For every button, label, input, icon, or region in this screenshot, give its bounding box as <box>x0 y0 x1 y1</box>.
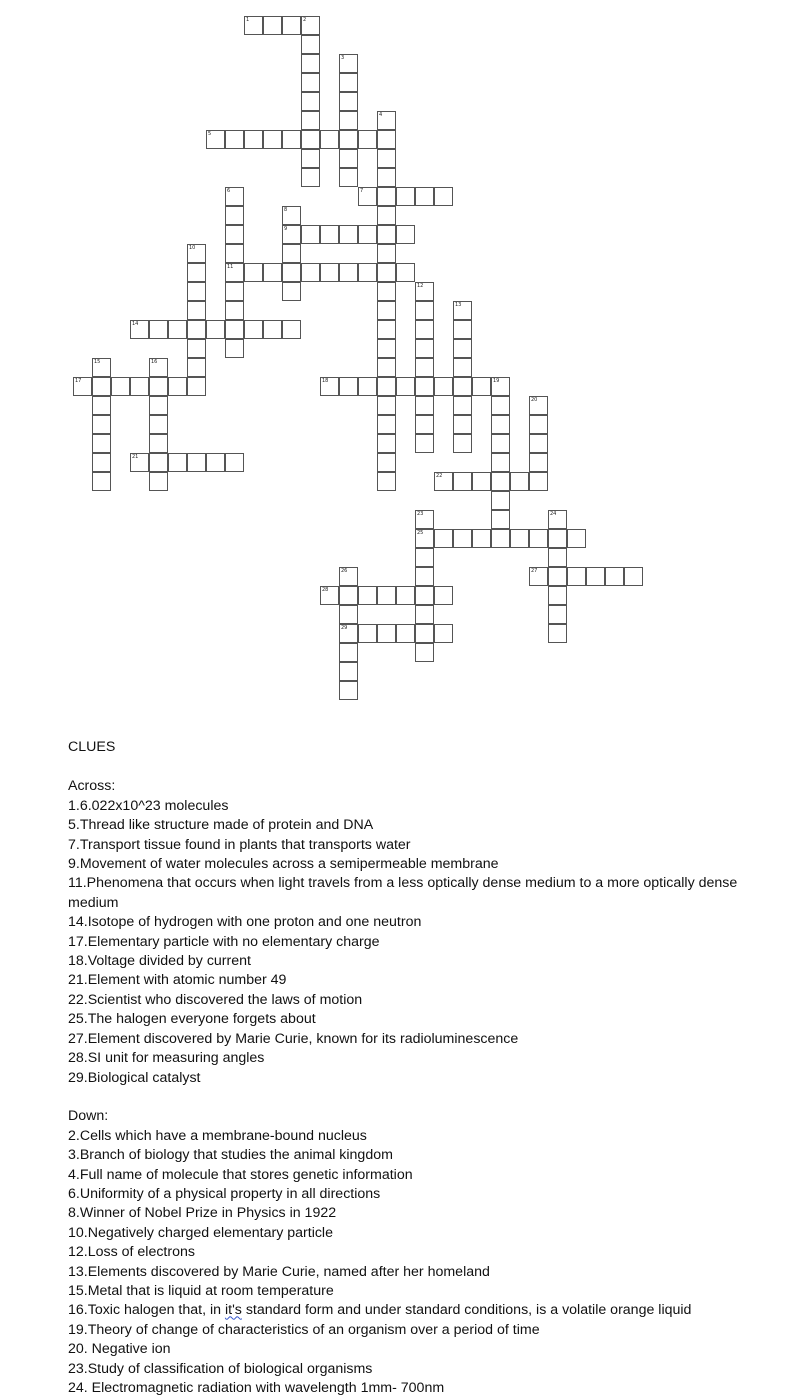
clue-number: 8 <box>284 207 288 213</box>
crossword-cell[interactable] <box>415 377 434 396</box>
crossword-cell[interactable] <box>225 244 244 263</box>
crossword-cell-14[interactable] <box>130 320 149 339</box>
crossword-cell[interactable] <box>415 605 434 624</box>
crossword-cell[interactable] <box>339 643 358 662</box>
across-clue: 27.Element discovered by Marie Curie, known for its radioluminescence <box>68 1030 519 1047</box>
clue-number: 9 <box>284 226 288 232</box>
crossword-cell[interactable] <box>377 187 396 206</box>
crossword-cell[interactable] <box>187 320 206 339</box>
clue-number: 18 <box>322 378 329 384</box>
crossword-cell-19[interactable] <box>491 377 510 396</box>
crossword-cell[interactable] <box>377 206 396 225</box>
clue-number: 28 <box>322 587 329 593</box>
crossword-cell[interactable] <box>491 415 510 434</box>
crossword-cell[interactable] <box>149 396 168 415</box>
crossword-cell[interactable] <box>453 529 472 548</box>
crossword-cell[interactable] <box>396 225 415 244</box>
down-clue: 13.Elements discovered by Marie Curie, named after her homeland <box>68 1263 490 1280</box>
crossword-cell[interactable] <box>605 567 624 586</box>
clue-number: 15 <box>94 359 101 365</box>
crossword-cell[interactable] <box>339 263 358 282</box>
crossword-cell[interactable] <box>377 396 396 415</box>
crossword-cell[interactable] <box>244 130 263 149</box>
crossword-cell[interactable] <box>548 605 567 624</box>
clue-number: 4 <box>379 112 383 118</box>
crossword-cell[interactable] <box>339 168 358 187</box>
crossword-cell-8[interactable] <box>282 206 301 225</box>
crossword-cell-28[interactable] <box>320 586 339 605</box>
crossword-cell[interactable] <box>301 54 320 73</box>
crossword-cell[interactable] <box>187 301 206 320</box>
crossword-cell[interactable] <box>548 624 567 643</box>
crossword-cell[interactable] <box>377 244 396 263</box>
crossword-cell[interactable] <box>396 377 415 396</box>
clue-number: 5 <box>208 131 212 137</box>
crossword-cell[interactable] <box>168 320 187 339</box>
crossword-cell[interactable] <box>529 472 548 491</box>
down-clue: 10.Negatively charged elementary particle <box>68 1224 333 1241</box>
crossword-cell[interactable] <box>491 529 510 548</box>
crossword-cell[interactable] <box>510 529 529 548</box>
crossword-cell[interactable] <box>244 320 263 339</box>
crossword-cell[interactable] <box>453 434 472 453</box>
clue-number: 3 <box>341 55 345 61</box>
across-clue: 9.Movement of water molecules across a semipermeable membrane <box>68 856 499 873</box>
crossword-cell-2[interactable] <box>301 16 320 35</box>
crossword-cell-15[interactable] <box>92 358 111 377</box>
crossword-cell[interactable] <box>377 225 396 244</box>
clue-number: 16 <box>151 359 158 365</box>
crossword-cell[interactable] <box>434 586 453 605</box>
crossword-cell[interactable] <box>453 396 472 415</box>
crossword-cell[interactable] <box>434 624 453 643</box>
crossword-cell[interactable] <box>548 567 567 586</box>
clue-number: 14 <box>132 321 139 327</box>
crossword-cell[interactable] <box>358 263 377 282</box>
crossword-cell[interactable] <box>491 510 510 529</box>
crossword-cell[interactable] <box>586 567 605 586</box>
crossword-cell[interactable] <box>434 529 453 548</box>
crossword-cell-16[interactable] <box>149 358 168 377</box>
crossword-cell[interactable] <box>415 567 434 586</box>
across-clue: 22.Scientist who discovered the laws of motion <box>68 991 363 1008</box>
crossword-cell[interactable] <box>225 339 244 358</box>
down-clue: 3.Branch of biology that studies the animal kingdom <box>68 1147 393 1164</box>
crossword-cell-11[interactable] <box>225 263 244 282</box>
crossword-cell[interactable] <box>415 396 434 415</box>
crossword-cell[interactable] <box>225 453 244 472</box>
crossword-cell[interactable] <box>92 434 111 453</box>
crossword-cell[interactable] <box>453 377 472 396</box>
crossword-cell[interactable] <box>434 377 453 396</box>
crossword-cell[interactable] <box>225 320 244 339</box>
across-clue: 18.Voltage divided by current <box>68 953 251 970</box>
crossword-cell[interactable] <box>282 244 301 263</box>
crossword-cell[interactable] <box>396 586 415 605</box>
crossword-cell[interactable] <box>377 320 396 339</box>
crossword-cell[interactable] <box>225 301 244 320</box>
crossword-cell[interactable] <box>301 73 320 92</box>
crossword-cell[interactable] <box>415 339 434 358</box>
clue-number: 7 <box>360 188 364 194</box>
crossword-cell[interactable] <box>320 263 339 282</box>
crossword-cell[interactable] <box>491 434 510 453</box>
crossword-cell[interactable] <box>301 111 320 130</box>
crossword-cell[interactable] <box>301 92 320 111</box>
clue-number: 22 <box>436 473 443 479</box>
crossword-cell[interactable] <box>548 548 567 567</box>
crossword-cell[interactable] <box>339 681 358 700</box>
crossword-cell[interactable] <box>415 415 434 434</box>
crossword-cell[interactable] <box>187 453 206 472</box>
clue-number: 17 <box>75 378 82 384</box>
down-clue: 8.Winner of Nobel Prize in Physics in 1922 <box>68 1205 337 1222</box>
crossword-cell[interactable] <box>377 377 396 396</box>
crossword-cell[interactable] <box>377 149 396 168</box>
crossword-cell[interactable] <box>168 453 187 472</box>
across-clue: 28.SI unit for measuring angles <box>68 1050 265 1067</box>
down-clue: 12.Loss of electrons <box>68 1244 195 1261</box>
crossword-cell[interactable] <box>358 377 377 396</box>
crossword-cell[interactable] <box>320 225 339 244</box>
crossword-cell[interactable] <box>149 415 168 434</box>
crossword-cell[interactable] <box>206 320 225 339</box>
across-clue: 7.Transport tissue found in plants that transports water <box>68 836 411 853</box>
crossword-cell-20[interactable] <box>529 396 548 415</box>
crossword-cell[interactable] <box>301 263 320 282</box>
crossword-cell[interactable] <box>396 624 415 643</box>
crossword-cell-6[interactable] <box>225 187 244 206</box>
crossword-cell[interactable] <box>567 567 586 586</box>
crossword-cell[interactable] <box>491 491 510 510</box>
clue-number: 11 <box>227 264 234 270</box>
crossword-cell[interactable] <box>282 320 301 339</box>
across-clue: 25.The halogen everyone forgets about <box>68 1011 316 1028</box>
crossword-cell[interactable] <box>339 662 358 681</box>
crossword-cell-1[interactable] <box>244 16 263 35</box>
crossword-cell[interactable] <box>358 225 377 244</box>
clue-number: 10 <box>189 245 196 251</box>
crossword-cell[interactable] <box>434 187 453 206</box>
down-clue: 20. Negative ion <box>68 1341 171 1358</box>
crossword-cell[interactable] <box>453 472 472 491</box>
crossword-cell-5[interactable] <box>206 130 225 149</box>
crossword-cell-29[interactable] <box>339 624 358 643</box>
clue-number: 13 <box>455 302 462 308</box>
crossword-cell[interactable] <box>472 472 491 491</box>
crossword-cell[interactable] <box>339 92 358 111</box>
crossword-cell[interactable] <box>263 130 282 149</box>
crossword-cell[interactable] <box>415 586 434 605</box>
crossword-cell[interactable] <box>149 453 168 472</box>
crossword-cell[interactable] <box>529 453 548 472</box>
crossword-cell-22[interactable] <box>434 472 453 491</box>
clue-number: 26 <box>341 568 348 574</box>
clue-number: 23 <box>417 511 424 517</box>
crossword-cell[interactable] <box>396 187 415 206</box>
down-label: Down: <box>68 1108 109 1125</box>
crossword-cell[interactable] <box>567 529 586 548</box>
crossword-cell[interactable] <box>377 472 396 491</box>
crossword-cell[interactable] <box>149 472 168 491</box>
clue-number: 6 <box>227 188 231 194</box>
crossword-cell[interactable] <box>92 415 111 434</box>
crossword-cell[interactable] <box>491 396 510 415</box>
crossword-cell-27[interactable] <box>529 567 548 586</box>
clues-heading: CLUES <box>68 739 116 755</box>
crossword-cell[interactable] <box>339 149 358 168</box>
crossword-cell[interactable] <box>130 377 149 396</box>
crossword-cell[interactable] <box>624 567 643 586</box>
crossword-cell[interactable] <box>453 358 472 377</box>
crossword-cell[interactable] <box>149 377 168 396</box>
crossword-cell[interactable] <box>187 339 206 358</box>
clue-number: 25 <box>417 530 424 536</box>
crossword-cell[interactable] <box>548 586 567 605</box>
crossword-cell[interactable] <box>510 472 529 491</box>
across-clue: 21.Element with atomic number 49 <box>68 972 287 989</box>
crossword-cell[interactable] <box>187 358 206 377</box>
crossword-cell[interactable] <box>301 130 320 149</box>
crossword-cell[interactable] <box>282 263 301 282</box>
crossword-cell[interactable] <box>415 624 434 643</box>
crossword-cell[interactable] <box>453 339 472 358</box>
crossword-cell-9[interactable] <box>282 225 301 244</box>
crossword-cell[interactable] <box>453 320 472 339</box>
clue-number: 12 <box>417 283 424 289</box>
down-clue: 24. Electromagnetic radiation with wavelength 1mm- 700nm <box>68 1379 445 1396</box>
crossword-cell[interactable] <box>377 434 396 453</box>
crossword-cell[interactable] <box>187 263 206 282</box>
crossword-cell-13[interactable] <box>453 301 472 320</box>
crossword-cell-18[interactable] <box>320 377 339 396</box>
crossword-cell[interactable] <box>548 529 567 548</box>
crossword-cell[interactable] <box>377 358 396 377</box>
crossword-cell[interactable] <box>263 263 282 282</box>
crossword-cell[interactable] <box>415 358 434 377</box>
crossword-cell[interactable] <box>301 35 320 54</box>
crossword-cell[interactable] <box>358 624 377 643</box>
down-clue: 6.Uniformity of a physical property in all directions <box>68 1185 381 1202</box>
across-clue: 14.Isotope of hydrogen with one proton and one neutron <box>68 914 422 931</box>
clue-number: 29 <box>341 625 348 631</box>
crossword-cell[interactable] <box>377 168 396 187</box>
crossword-cell[interactable] <box>301 225 320 244</box>
crossword-cell[interactable] <box>529 434 548 453</box>
across-label: Across: <box>68 778 116 795</box>
crossword-cell[interactable] <box>282 282 301 301</box>
across-clue: 5.Thread like structure made of protein and DNA <box>68 817 374 834</box>
crossword-cell[interactable] <box>377 624 396 643</box>
crossword-cell-4[interactable] <box>377 111 396 130</box>
down-clue: 16.Toxic halogen that, in it's standard form and under standard conditions, is a volatile orange liquid <box>68 1302 692 1319</box>
crossword-cell-21[interactable] <box>130 453 149 472</box>
crossword-cell[interactable] <box>491 453 510 472</box>
across-clue: 11.Phenomena that occurs when light travels from a less optically dense medium to a more optically dense medium <box>68 875 738 911</box>
crossword-cell[interactable] <box>377 282 396 301</box>
crossword-cell[interactable] <box>472 377 491 396</box>
clue-number: 20 <box>531 397 538 403</box>
crossword-cell[interactable] <box>225 282 244 301</box>
clue-number: 21 <box>132 454 139 460</box>
crossword-cell[interactable] <box>415 434 434 453</box>
crossword-cell[interactable] <box>339 130 358 149</box>
across-clue: 17.Elementary particle with no elementary charge <box>68 933 380 950</box>
crossword-cell[interactable] <box>187 282 206 301</box>
crossword-cell[interactable] <box>92 472 111 491</box>
across-clue: 1.6.022x10^23 molecules <box>68 797 229 814</box>
crossword-cell[interactable] <box>377 339 396 358</box>
down-clue: 15.Metal that is liquid at room temperature <box>68 1282 334 1299</box>
crossword-cell[interactable] <box>415 320 434 339</box>
crossword-cell[interactable] <box>415 187 434 206</box>
crossword-cell[interactable] <box>187 377 206 396</box>
clue-number: 24 <box>550 511 557 517</box>
crossword-cell[interactable] <box>111 377 130 396</box>
crossword-cell[interactable] <box>225 225 244 244</box>
crossword-cell[interactable] <box>92 453 111 472</box>
down-clue: 23.Study of classification of biological organisms <box>68 1360 373 1377</box>
crossword-cell[interactable] <box>149 320 168 339</box>
crossword-cell[interactable] <box>263 16 282 35</box>
crossword-cell[interactable] <box>301 168 320 187</box>
crossword-cell[interactable] <box>472 529 491 548</box>
crossword-cell[interactable] <box>320 130 339 149</box>
across-clue: 29.Biological catalyst <box>68 1069 201 1086</box>
crossword-cell-12[interactable] <box>415 282 434 301</box>
crossword-cell[interactable] <box>225 130 244 149</box>
crossword-cell-17[interactable] <box>73 377 92 396</box>
clue-number: 19 <box>493 378 500 384</box>
crossword-cell[interactable] <box>377 263 396 282</box>
crossword-cell[interactable] <box>415 548 434 567</box>
crossword-cell[interactable] <box>358 586 377 605</box>
crossword-cell[interactable] <box>415 643 434 662</box>
down-clue: 4.Full name of molecule that stores genetic information <box>68 1166 413 1183</box>
crossword-cell[interactable] <box>415 301 434 320</box>
crossword-cell[interactable] <box>339 111 358 130</box>
crossword-cell[interactable] <box>206 453 225 472</box>
crossword-cell[interactable] <box>92 377 111 396</box>
crossword-cell-26[interactable] <box>339 567 358 586</box>
crossword-cell-24[interactable] <box>548 510 567 529</box>
crossword-cell-3[interactable] <box>339 54 358 73</box>
crossword-cell[interactable] <box>358 130 377 149</box>
crossword-cell[interactable] <box>339 586 358 605</box>
crossword-cell[interactable] <box>339 73 358 92</box>
crossword-cell[interactable] <box>339 225 358 244</box>
crossword-cell[interactable] <box>263 320 282 339</box>
crossword-cell[interactable] <box>529 529 548 548</box>
crossword-cell[interactable] <box>396 263 415 282</box>
crossword-cell-7[interactable] <box>358 187 377 206</box>
crossword-cell[interactable] <box>339 377 358 396</box>
crossword-cell[interactable] <box>301 149 320 168</box>
crossword-cell[interactable] <box>529 415 548 434</box>
crossword-cell[interactable] <box>282 16 301 35</box>
crossword-cell[interactable] <box>377 130 396 149</box>
down-clue: 2.Cells which have a membrane-bound nucleus <box>68 1127 367 1144</box>
crossword-cell-25[interactable] <box>415 529 434 548</box>
crossword-cell[interactable] <box>225 206 244 225</box>
crossword-cell[interactable] <box>377 301 396 320</box>
crossword-cell[interactable] <box>377 453 396 472</box>
crossword-cell[interactable] <box>377 415 396 434</box>
clue-number: 27 <box>531 568 538 574</box>
clue-number: 2 <box>303 17 307 23</box>
crossword-cell-10[interactable] <box>187 244 206 263</box>
clues-section <box>68 738 768 1398</box>
crossword-cell[interactable] <box>453 415 472 434</box>
crossword-cell[interactable] <box>168 377 187 396</box>
across-clue-list <box>68 797 768 1088</box>
crossword-cell[interactable] <box>92 396 111 415</box>
down-clue: 19.Theory of change of characteristics of an organism over a period of time <box>68 1321 540 1338</box>
down-clue-list <box>68 1127 768 1399</box>
clue-number: 1 <box>246 17 250 23</box>
crossword-cell-23[interactable] <box>415 510 434 529</box>
crossword-cell[interactable] <box>491 472 510 491</box>
crossword-cell[interactable] <box>339 605 358 624</box>
crossword-cell[interactable] <box>282 130 301 149</box>
crossword-cell[interactable] <box>377 586 396 605</box>
crossword-cell[interactable] <box>149 434 168 453</box>
crossword-cell[interactable] <box>244 263 263 282</box>
